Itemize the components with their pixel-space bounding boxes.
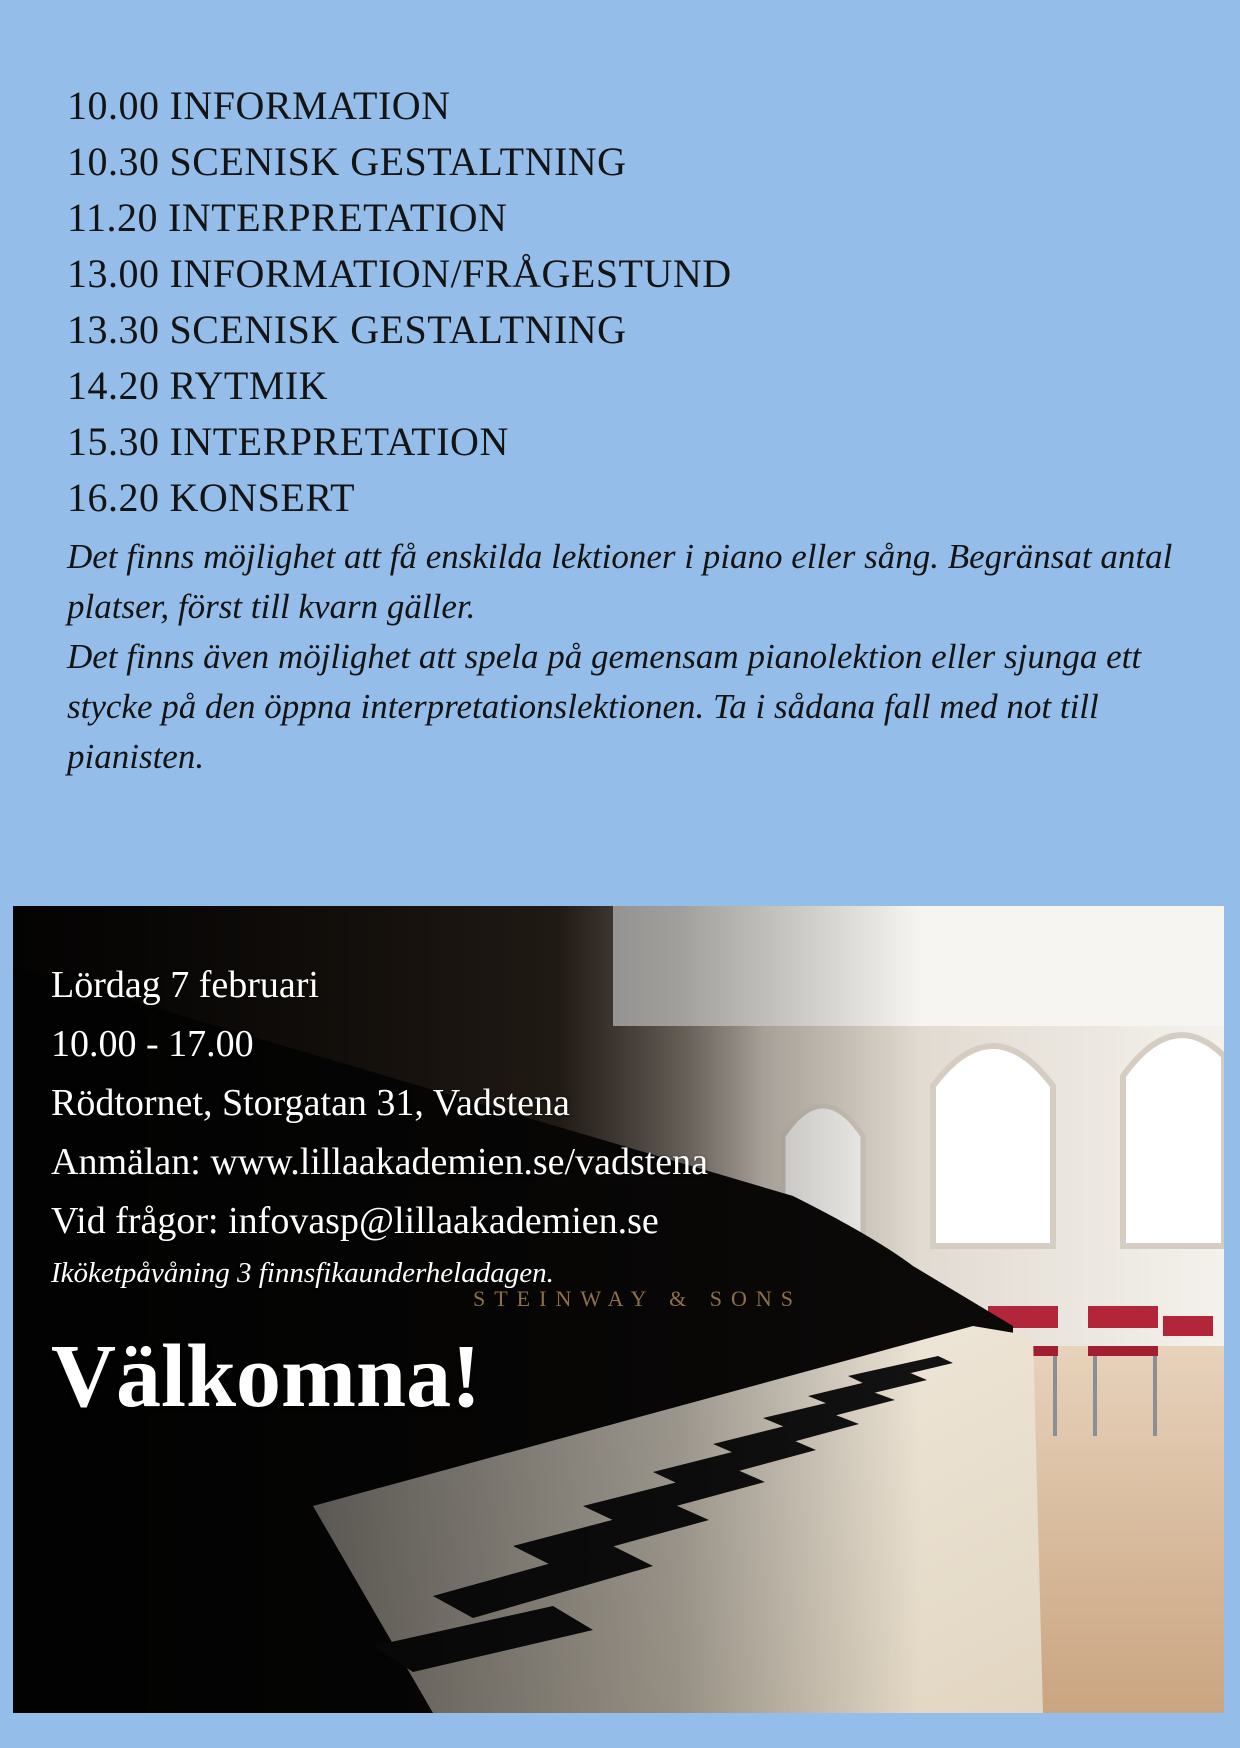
schedule-title: INFORMATION <box>169 83 451 128</box>
event-info <box>51 956 708 1427</box>
schedule-title: INFORMATION/FRÅGESTUND <box>169 251 732 296</box>
schedule-title: SCENISK GESTALTNING <box>169 139 627 184</box>
schedule-item <box>67 414 732 470</box>
notes-section <box>67 532 1207 782</box>
schedule-time: 10.00 <box>67 83 160 128</box>
schedule-title: SCENISK GESTALTNING <box>169 307 627 352</box>
cafe-note: Iköketpåvåning 3 finnsfikaunderheladagen. <box>51 1257 554 1289</box>
schedule-title: INTERPRETATION <box>168 195 508 240</box>
event-hours: 10.00 - 17.00 <box>51 1023 254 1065</box>
schedule-item <box>67 134 732 190</box>
schedule-item <box>67 302 732 358</box>
registration-link[interactable]: Anmälan: www.lillaakademien.se/vadstena <box>51 1141 709 1183</box>
group-lesson-note: Det finns även möjlighet att spela på gemensam pianolektion eller sjunga ett stycke på den öppna interpretationslektionen. Ta i sådana fall med not till pianisten. <box>67 637 1142 776</box>
schedule-time: 10.30 <box>67 139 160 184</box>
schedule-time: 13.00 <box>67 251 160 296</box>
steinway-logo: STEINWAY & SONS <box>473 1286 802 1311</box>
piano-photo <box>13 906 1224 1713</box>
schedule-title: RYTMIK <box>169 363 329 408</box>
schedule-time: 11.20 <box>67 195 159 240</box>
schedule-list <box>67 78 732 526</box>
schedule-title: KONSERT <box>169 475 356 520</box>
schedule-time: 13.30 <box>67 307 160 352</box>
schedule-title: INTERPRETATION <box>169 419 509 464</box>
schedule-item <box>67 358 732 414</box>
schedule-time: 15.30 <box>67 419 160 464</box>
event-date: Lördag 7 februari <box>51 964 319 1006</box>
private-lessons-note: Det finns möjlighet att få enskilda lektioner i piano eller sång. Begränsat antal platser, först till kvarn gäller. <box>67 537 1173 626</box>
schedule-time: 16.20 <box>67 475 160 520</box>
event-location: Rödtornet, Storgatan 31, Vadstena <box>51 1082 570 1124</box>
schedule-time: 14.20 <box>67 363 160 408</box>
schedule-item <box>67 470 732 526</box>
schedule-item <box>67 78 732 134</box>
welcome-heading: Välkomna! <box>51 1327 482 1426</box>
schedule-item <box>67 246 732 302</box>
contact-email[interactable]: Vid frågor: infovasp@lillaakademien.se <box>51 1200 659 1242</box>
schedule-item <box>67 190 732 246</box>
